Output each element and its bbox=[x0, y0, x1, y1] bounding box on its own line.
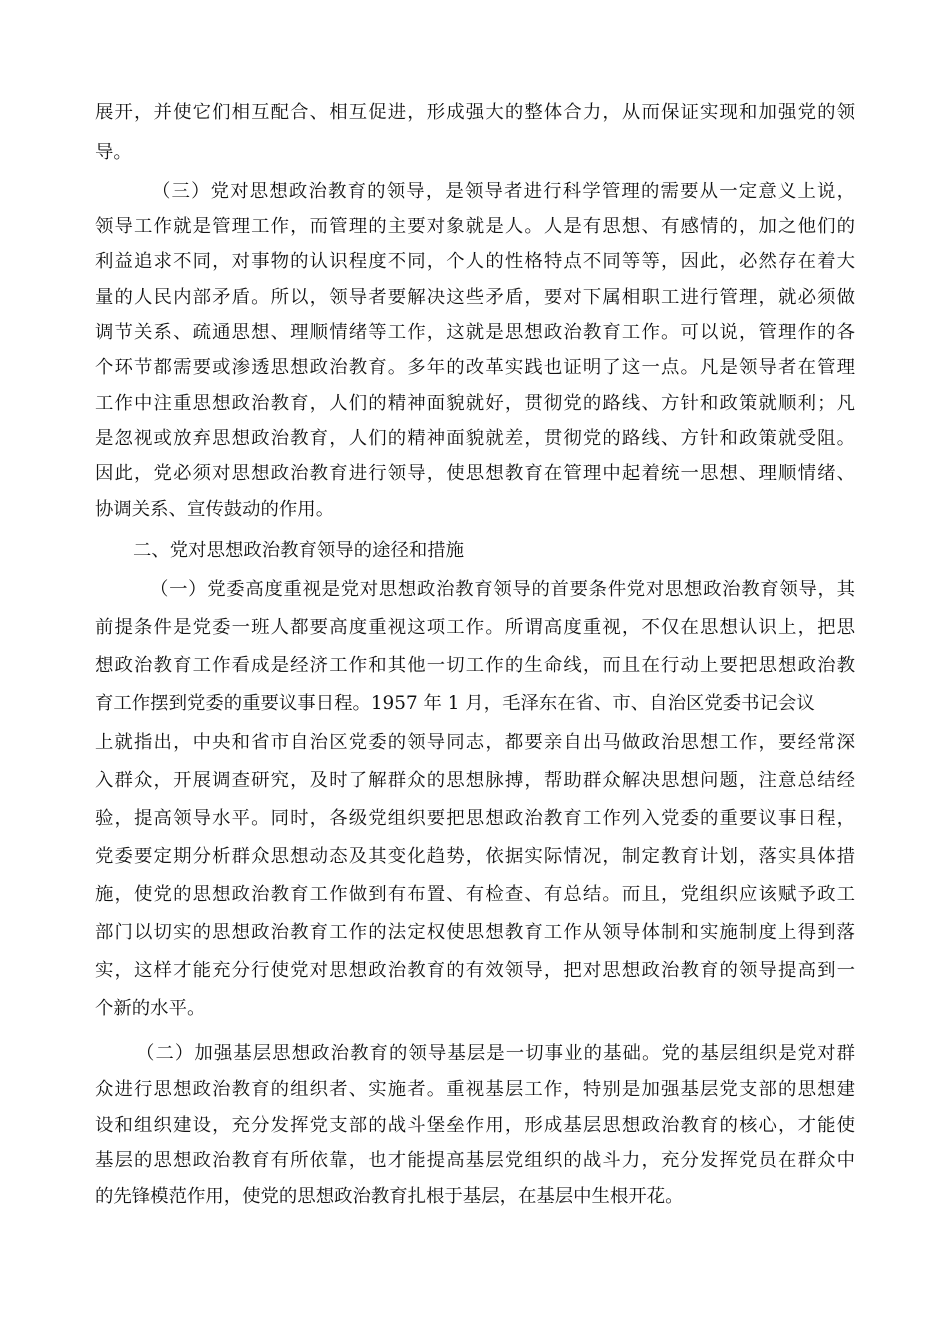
section-heading: 二、党对思想政治教育领导的途径和措施 bbox=[133, 540, 465, 561]
text-line: 展开，并使它们相互配合、相互促进，形成强大的整体合力，从而保证实现和加强党的领 bbox=[95, 102, 855, 123]
text-line: 部门以切实的思想政治教育工作的法定权使思想教育工作从领导体制和实施制度上得到落 bbox=[95, 922, 855, 943]
text-line: 是忽视或放弃思想政治教育，人们的精神面貌就差，贯彻党的路线、方针和政策就受阻。 bbox=[95, 428, 855, 449]
text-line: 上就指出，中央和省市自治区党委的领导同志，都要亲自出马做政治思想工作，要经常深 bbox=[95, 732, 855, 753]
text-line: 验，提高领导水平。同时，各级党组织要把思想政治教育工作列入党委的重要议事日程， bbox=[95, 808, 855, 829]
text-line: 协调关系、宣传鼓动的作用。 bbox=[95, 499, 335, 520]
text-line: 想政治教育工作看成是经济工作和其他一切工作的生命线，而且在行动上要把思想政治教 bbox=[95, 655, 855, 676]
text-line: 因此，党必须对思想政治教育进行领导，使思想教育在管理中起着统一思想、理顺情绪、 bbox=[95, 463, 855, 484]
text-line: 的先锋模范作用，使党的思想政治教育扎根于基层，在基层中生根开花。 bbox=[95, 1186, 684, 1207]
text-line: 基层的思想政治教育有所依靠，也才能提高基层党组织的战斗力，充分发挥党员在群众中 bbox=[95, 1150, 855, 1171]
text-line: 导。 bbox=[95, 142, 132, 163]
text-line: 入群众，开展调查研究，及时了解群众的思想脉搏，帮助群众解决思想问题，注意总结经 bbox=[95, 770, 855, 791]
text-line: 工作中注重思想政治教育，人们的精神面貌就好，贯彻党的路线、方针和政策就顺利；凡 bbox=[95, 393, 855, 414]
text-line: 施，使党的思想政治教育工作做到有布置、有检查、有总结。而且，党组织应该赋予政工 bbox=[95, 884, 855, 905]
text-line: （一）党委高度重视是党对思想政治教育领导的首要条件党对思想政治教育领导，其 bbox=[150, 579, 855, 600]
text-line: 利益追求不同，对事物的认识程度不同，个人的性格特点不同等等，因此，必然存在着大 bbox=[95, 251, 855, 272]
text-line: 设和组织建设，充分发挥党支部的战斗堡垒作用，形成基层思想政治教育的核心，才能使 bbox=[95, 1115, 855, 1136]
text-line: 量的人民内部矛盾。所以，领导者要解决这些矛盾，要对下属相职工进行管理，就必须做 bbox=[95, 287, 855, 308]
text-line: 育工作摆到党委的重要议事日程。1957 年 1 月，毛泽东在省、市、自治区党委书记会议 bbox=[95, 693, 815, 714]
text-line: 个环节都需要或渗透思想政治教育。多年的改革实践也证明了这一点。凡是领导者在管理 bbox=[95, 357, 855, 378]
text-line: 众进行思想政治教育的组织者、实施者。重视基层工作，特别是加强基层党支部的思想建 bbox=[95, 1079, 855, 1100]
text-line: 党委要定期分析群众思想动态及其变化趋势，依据实际情况，制定教育计划，落实具体措 bbox=[95, 846, 855, 867]
text-line: 调节关系、疏通思想、理顺情绪等工作，这就是思想政治教育工作。可以说，管理作的各 bbox=[95, 322, 855, 343]
text-line: （二）加强基层思想政治教育的领导基层是一切事业的基础。党的基层组织是党对群 bbox=[136, 1043, 855, 1064]
text-line: 实，这样才能充分行使党对思想政治教育的有效领导，把对思想政治教育的领导提高到一 bbox=[95, 960, 855, 981]
text-line: 领导工作就是管理工作，而管理的主要对象就是人。人是有思想、有感情的，加之他们的 bbox=[95, 216, 855, 237]
text-line: 个新的水平。 bbox=[95, 998, 206, 1019]
text-line: （三）党对思想政治教育的领导，是领导者进行科学管理的需要从一定意义上说， bbox=[152, 181, 855, 202]
text-line: 前提条件是党委一班人都要高度重视这项工作。所谓高度重视，不仅在思想认识上，把思 bbox=[95, 617, 855, 638]
